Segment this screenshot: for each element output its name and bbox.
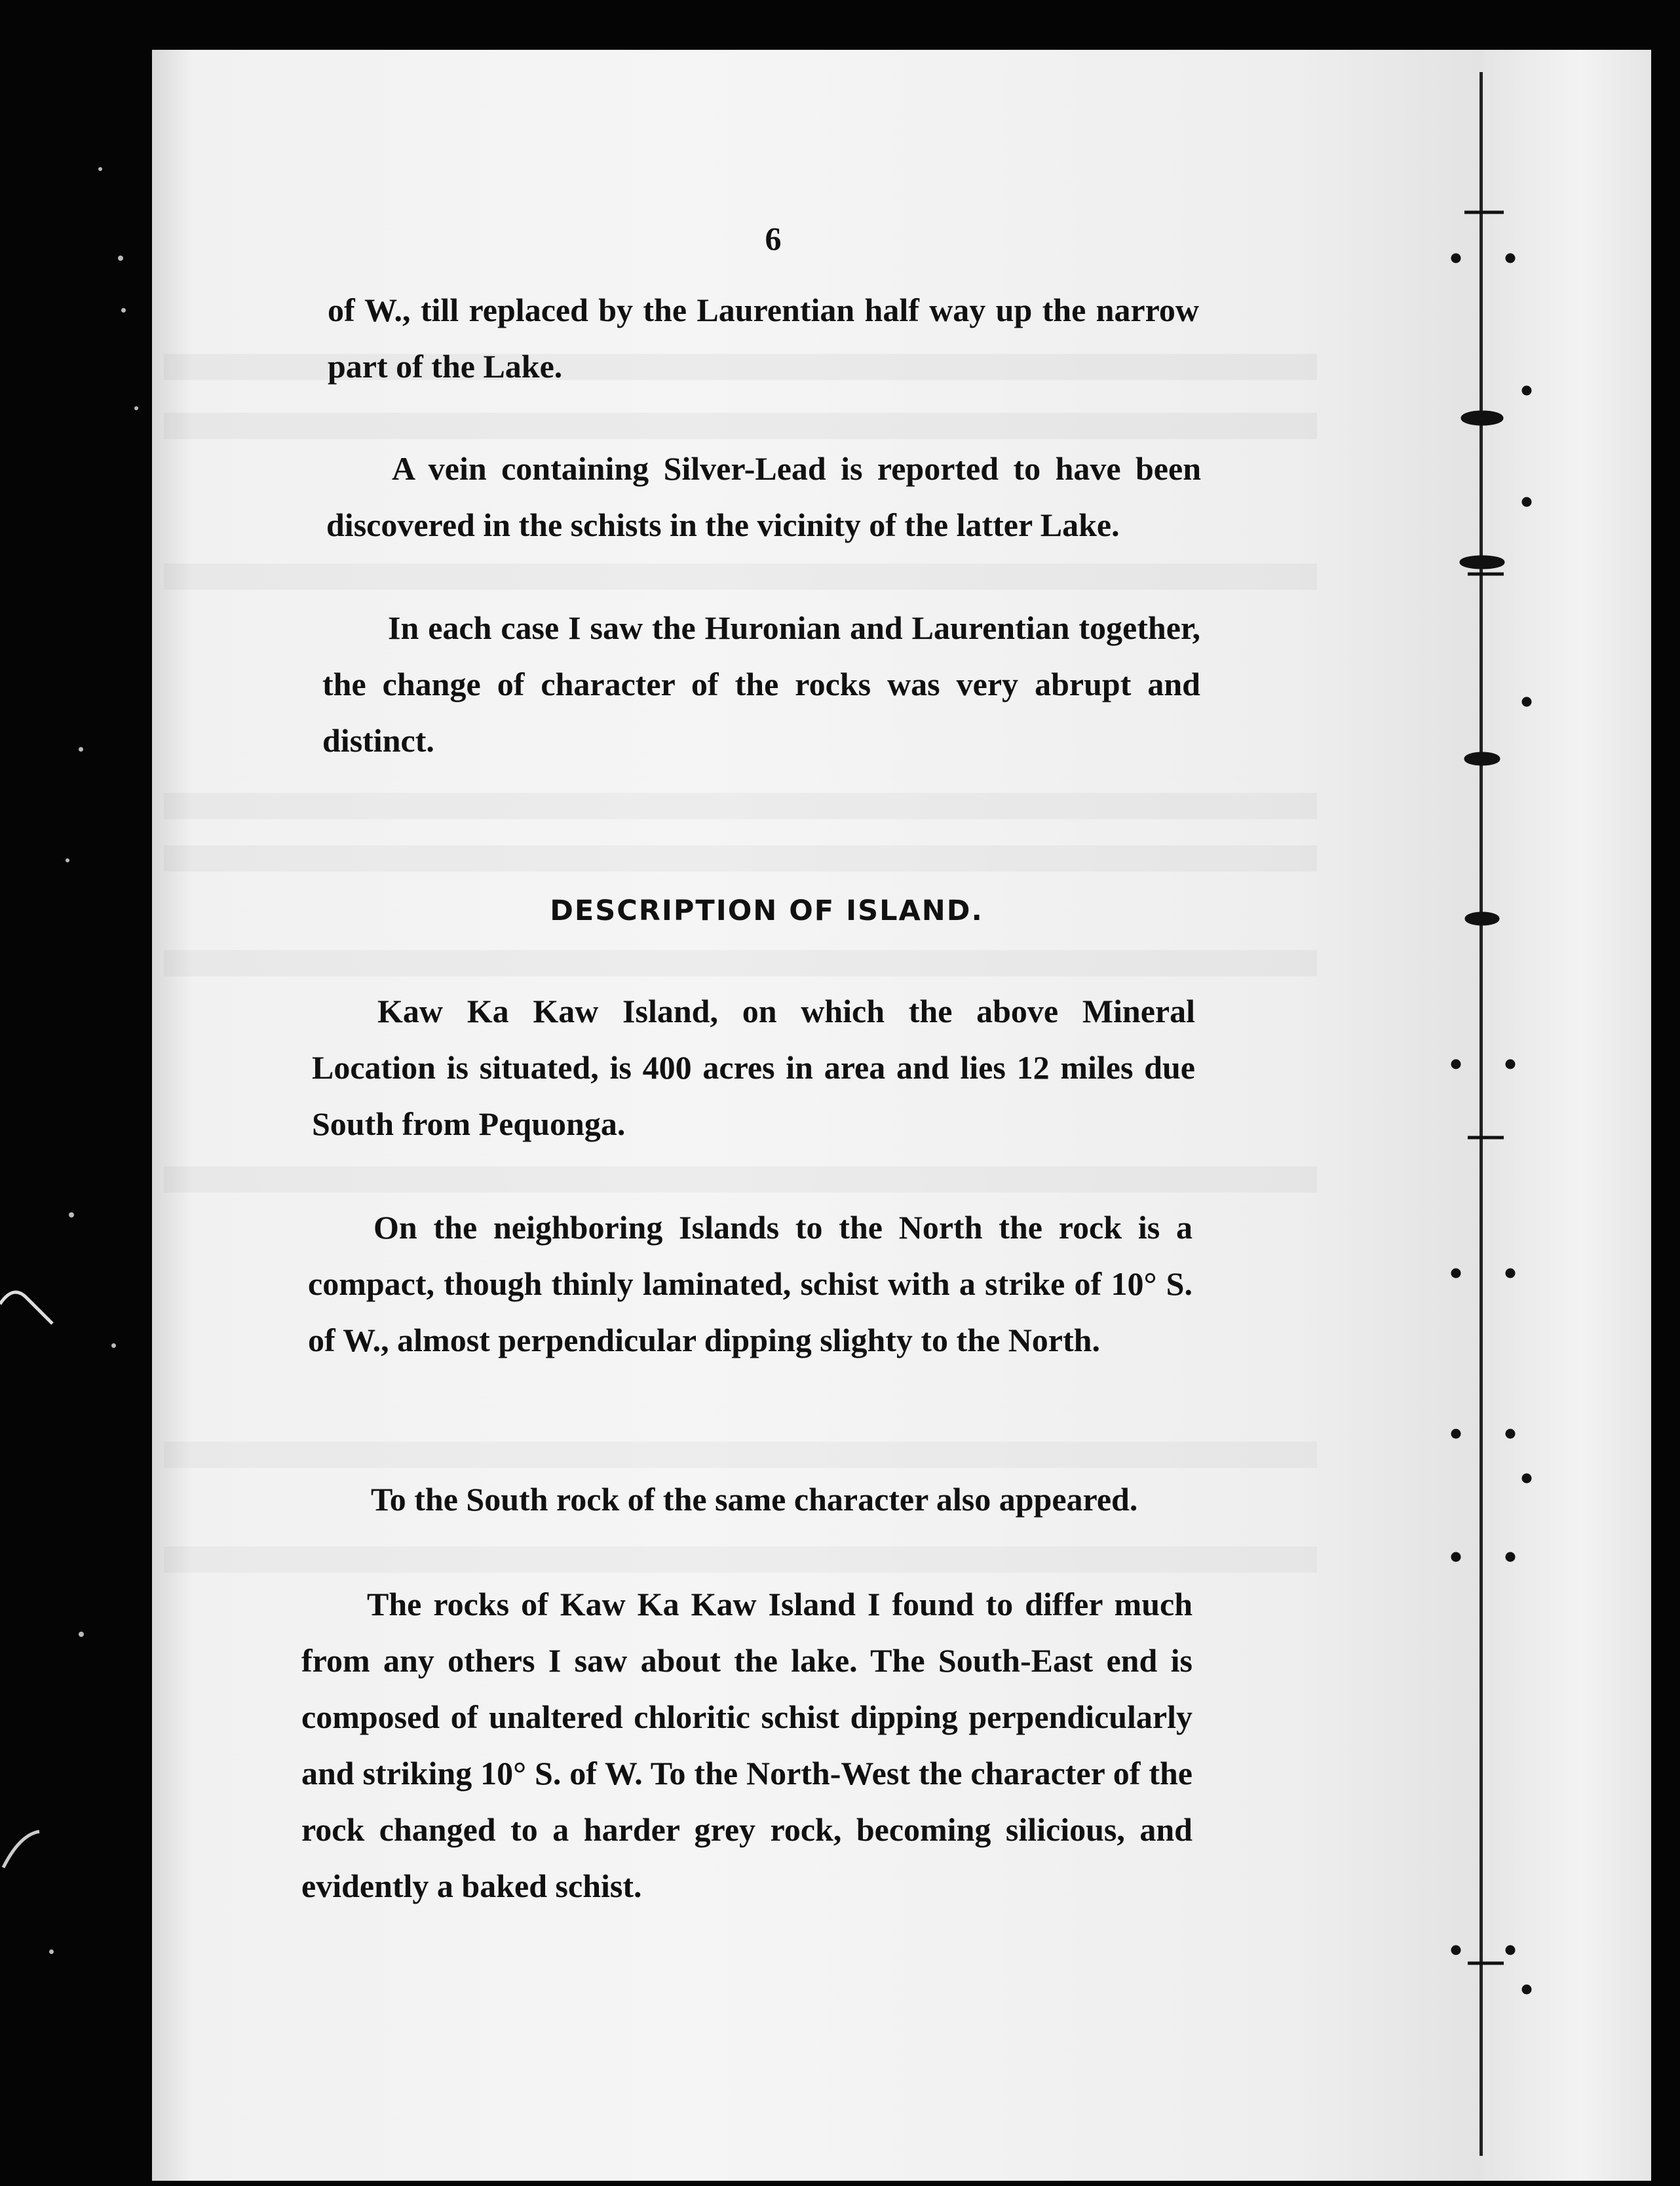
binding-stitches [1441, 50, 1533, 2181]
paragraph-huronian-laurentian [322, 600, 1200, 769]
paragraph-island-rocks [301, 1576, 1193, 1914]
paragraph-text: The rocks of Kaw Ka Kaw Island I found to differ much from any others I saw about the lake. The South-East end is composed of unaltered chloritic schist dipping perpendicularly and striking 10° S. of W. To the North-West the character of the rock changed to a harder grey rock, becoming silicious, and evidently a baked schist. [301, 1586, 1193, 1904]
paragraph-text: In each case I saw the Huronian and Laurentian together, the change of character of the rocks was very abrupt and distinct. [322, 609, 1200, 759]
bleed-through-line [164, 413, 1317, 439]
paragraph-island-location [312, 983, 1195, 1152]
dust-speck [66, 858, 69, 862]
bleed-through-line [164, 845, 1317, 872]
section-heading: DESCRIPTION OF ISLAND. [550, 894, 983, 927]
dust-curve-mark [0, 1284, 79, 1337]
dust-speck [49, 1949, 54, 1954]
bleed-through-line [164, 1546, 1317, 1573]
paragraph-south-rock [305, 1471, 1190, 1527]
page-number: 6 [765, 220, 782, 257]
paragraph-neighboring-islands [308, 1199, 1193, 1368]
dust-speck [118, 256, 123, 261]
dust-curve-mark [0, 1828, 46, 1874]
bleed-through-line [164, 1442, 1317, 1468]
dust-speck [98, 167, 102, 171]
paragraph-text: To the South rock of the same character also appeared. [371, 1481, 1138, 1518]
dust-speck [134, 406, 138, 410]
bleed-through-line [164, 793, 1317, 819]
paragraph-silver-lead [326, 440, 1201, 553]
paragraph-text: On the neighboring Islands to the North the rock is a compact, though thinly laminated, schist with a strike of 10° S. of W., almost perpendicular dipping slighty to the North. [308, 1209, 1193, 1358]
bleed-through-line [164, 564, 1317, 590]
dust-speck [79, 747, 83, 752]
paragraph-text: A vein containing Silver-Lead is reported to have been discovered in the schists in the vicinity of the latter Lake. [326, 450, 1201, 543]
bleed-through-line [164, 1166, 1317, 1193]
bleed-through-line [164, 950, 1317, 976]
dust-speck [79, 1632, 84, 1637]
scan-border-right [1651, 50, 1680, 2186]
paragraph-continuation [328, 282, 1199, 394]
dust-speck [121, 308, 126, 313]
paragraph-text: Kaw Ka Kaw Island, on which the above Mineral Location is situated, is 400 acres in area and lies 12 miles due South from Pequonga. [312, 993, 1195, 1142]
paragraph-text: of W., till replaced by the Laurentian half way up the narrow part of the Lake. [328, 292, 1199, 385]
dust-speck [69, 1212, 74, 1218]
dust-speck [111, 1343, 116, 1348]
